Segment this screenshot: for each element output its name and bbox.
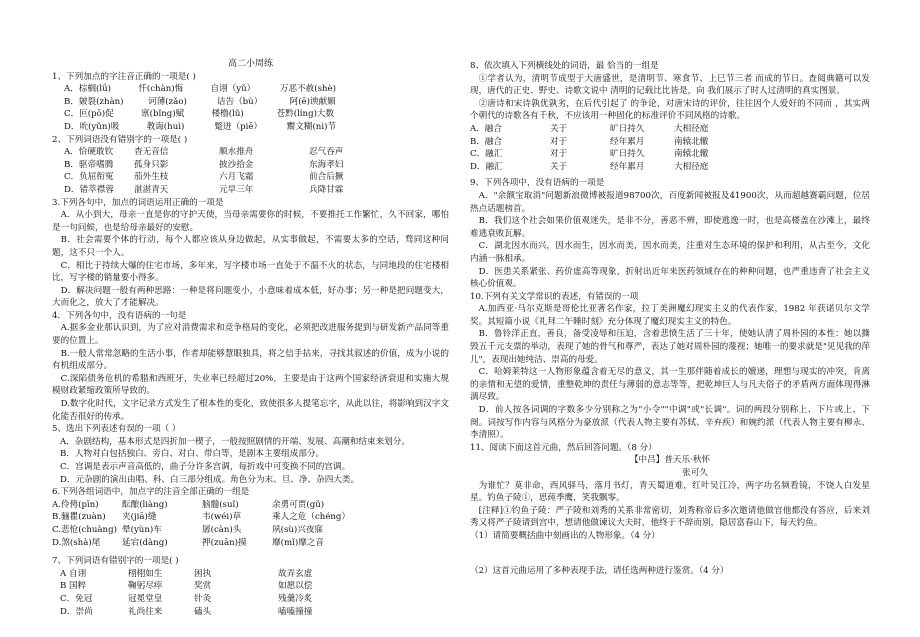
q1-stem: 1、下列加点的字注音正确的一项是( ) [52,71,196,82]
option-cell: C．融汇 [470,149,503,160]
option-cell: 夹(jiā)缝 [122,512,157,523]
option-cell: 披沙拾金 [219,159,254,170]
option-cell: 经年累月 [610,161,645,172]
option-cell: 元旱三年 [219,184,254,195]
q8-passage: ②唐诗和宋诗孰优孰劣，在后代引起了 的争论，对唐宋诗的评价，往往因个人爱好的不同而 ，其实两个朝代的诗歌各有千秋，不应该用一种固化的标准评价不同风格的诗歌。 [470,98,870,122]
q9-option: B．我们这个社会如果价值观迷失，是非不分，善恶不辨，即使逃逸一时，也是高楼盖在沙滩上，最终难逃衰败瓦解。 [470,216,870,239]
option-cell: C．免冠 [60,593,93,604]
q2-stem: 2、下列词语没有错别字的一项是( ) [52,134,188,145]
q3-option: D．解决问题一般有两种思路：一种是将问题变小，小意味着成本低，好办事；另一种是把问题变大，大而化之，放大了才能解决。 [52,285,449,309]
q1-option: C．叵(pō)促 禀(bǐng)赋 楼橹(lǔ) 苍黔(líng)大数 [64,109,335,120]
option-cell: 押(zuān)摸 [202,537,247,548]
option-cell: 湛湛青天 [134,184,169,195]
q9-option: A．"余额宝取消"问题新浪微博被报道98700次，百度新闻被报及41900次，从而超越赛霸问题，位居热点话题榜首。 [470,190,870,214]
q4-option: B.一般人常常忽略的生活小事，作者却能够慧眼独具，将之信手拈来，寻找其叙述的价值，成为小说的有机组成部分。 [52,348,449,372]
option-cell: B 国粹 [60,581,87,592]
q3-option: B．社会需要个体的行动，每个人都应该从身边做起，从实事做起，不需要太多的空话，骛同这种问题，这不只一个人。 [52,235,449,258]
right-column [470,60,870,577]
option-cell: 困执 [194,568,212,579]
q4-option: D.数字化时代，文字记录方式发生了根本性的变化，致使很多人提笔忘字，从此以往，将影响到汉字文化能否很好的传承。 [52,399,449,422]
q5-option: B．人物对白包括独白、旁白、对白、带白等，是剧本主要组成部分。 [60,449,325,460]
q2-option-row [52,171,449,184]
option-cell: 韦(wéi)草 [202,512,242,523]
q4-stem: 4．下列各句中，没有语病的一句是 [52,310,187,321]
option-cell: 延宕(dàng) [122,537,168,548]
q8-option-row [470,123,870,136]
q11-subquestion-1: （1）请简要概括曲中刻画出的人物形象。（4 分） [470,530,660,541]
q2-option-row [52,159,449,172]
option-cell: 对于 [550,149,568,160]
q5-option: A．杂剧结构，基本形式是四折加一楔子，一般按照剧情的开端、发展、高潮和结束来划分。 [60,436,410,447]
option-cell: 杳无音信 [134,147,169,158]
q11-stem: 11、阅读下面这首元曲，然后回答问题。（8 分） [470,442,657,453]
option-cell: 兵降甘霖 [309,184,344,195]
option-cell: 大相径庭 [674,123,709,134]
option-cell: 南辕北辙 [674,136,709,147]
q2-option-row [52,146,449,159]
option-cell: D.煞(shà)尾 [52,537,101,548]
poem-author: 张可久 [682,468,708,478]
option-cell: 对于 [550,136,568,147]
poem-title: 【中吕】普天乐·秋怀 [629,455,711,466]
q1-option: D．吮(yǔn)吸 教诲(huì) 蹩迸（piē） 鬻文糊(nì)节 [64,121,337,132]
option-cell: D．融汇 [470,161,503,172]
option-cell: A．融合 [470,123,502,134]
option-cell: B．融合 [470,136,503,147]
poem-note: [注释]①钓鱼子陵：严子陵和刘秀的关系非常密切，刘秀称帝后多次邀请他做官他都没有答应，后来刘秀又将严子陵请到宫中，想请他做谏议大夫时，他终于不辞而别，隐居富春山下，每天钓鱼。 [470,505,870,529]
option-cell: 如愿以偿 [278,581,313,592]
option-cell: 冠冕堂皇 [128,593,163,604]
option-cell: 残羹冷炙 [278,593,313,604]
option-cell: 脑髓(suǐ) [202,499,239,510]
option-cell: D．错萃襟蓉 [64,184,114,195]
option-cell: 南辕北辙 [674,149,709,160]
option-cell: 东海孝妇 [309,159,344,170]
option-cell: 茄外生枝 [134,172,169,183]
option-cell: 余勇可贾(gǔ) [272,499,325,510]
option-cell: C.悲怆(chuàng) [52,524,117,535]
option-cell: 关于 [550,123,568,134]
option-cell: A.伶俜(pīn) [52,499,99,510]
q7-option-row [52,606,449,619]
option-cell: 故弄玄虚 [278,568,313,579]
option-cell: A．恰硬敢钦 [64,147,114,158]
q8-passage: ①学者认为，清明节成型于大唐盛世，是清明节、寒食节、上巳节三者 而成的节日。查阅典籍可以发现，唐代的正史、野史、诗歌文说中 清明的记载比比皆是，向 我们展示了时人过清明的真实图景。 [470,73,870,97]
poem-text: 为谁忙？莫非命，西风驿马，落月书灯，青天蜀道难，红叶吴江冷，两字功名频看镜，不饶人白发星星。钓鱼子陵①，思莼季鹰，笑我飘零。 [470,480,870,504]
option-cell: 旷日持久 [610,123,645,134]
q5-stem: 5、选出下列表述有误的一项（ ） [52,424,181,435]
q3-stem: 3.下列各句中，加点的词语运用正确的一项是 [52,197,224,208]
option-cell: A 自诩 [60,568,87,579]
answer-space [470,543,870,565]
option-cell: 晕(yùn)车 [122,524,162,535]
q11-subquestion-2: （2）这首元曲运用了多种表现手法，请任选两种进行鉴赏。（4 分） [470,565,729,576]
option-cell: B．驱帝嗜腾 [64,159,114,170]
q9-stem: 9、下列各项中，没有语病的一项是 [470,178,605,189]
option-cell: 礼尚往来 [128,606,163,617]
option-cell: 关于 [550,161,568,172]
q7-option-row [52,580,449,593]
option-cell: 孱(càn)头 [202,524,242,535]
q6-option-row [52,511,449,524]
q4-option: A.据多金业那认识到，为了应对消费需求和竞争格局的变化，必须把改进服务提到与研发新产品同等重要的位置上。 [52,323,449,347]
option-cell: D．崇尚 [60,606,93,617]
q4-option: C.深陷债务危机的希腊和西班牙，失业率已经超过20%，主要是由于这两个国家经济衰退和实施大规模财政紧缩政策所导致的。 [52,373,449,397]
q10-option: D．前人按各词调的字数多少分别称之为"小令""中调"或"长调"。词的两段分别称上、下片或上、下阕。词按写作内容与风格分为豪放派（代表人物主要有苏轼、辛弃疾）和婉约派（代表人物主要有柳永、李清照）。 [470,405,870,441]
q6-option-row [52,524,449,537]
option-cell: 嗑嗑撞撞 [278,606,313,617]
q2-option-row [52,184,449,197]
q10-option: A.加西亚·马尔克斯是哥伦比亚著名作家，拉丁美洲魔幻现实主义的代表作家，1982 年获诺贝尔文学奖。其短篇小说《礼拜二午睡时刻》充分体现了魔幻现实主义的特色。 [470,304,870,327]
q7-stem: 7、下列词语有错别字的一项是( ) [52,556,179,567]
option-cell: 乘人之危（chéng） [272,512,351,523]
q3-option: A．从小到大，母亲一直是你的守护天使，当母亲需要你的时候，不要推托工作繁忙，久不回家，哪怕是一句问候，也是给母亲最好的安慰。 [52,210,449,233]
page-title: 高二小周练 [227,59,273,69]
option-cell: 夙(sù)兴夜寐 [272,524,324,535]
q10-option: C．哈姆莱特这一人物形象蕴含着无尽的意义，其一生那伴随着成长的嬗递，理想与现实的冲突，肯离的亲情和无望的爱情，重整乾坤的责任与薄弱的意志等等，把乾坤巨人与凡夫俗子的矛盾两方面体现得淋漓尽致。 [470,367,870,403]
option-cell: 大相径庭 [674,161,709,172]
option-cell: 六月飞霜 [219,172,254,183]
q8-option-row [470,148,870,161]
q10-option: B．鲁铃洋正直，善良，备受凌辱和压迫，含着悲愤生活了三十年，使她认清了周朴园的本性：她以撕毁五千元支票的举动，表现了她的骨气和尊严，表达了她对周朴园的蔑视；她唯一的要求就是"见见我的萍儿"，表现出她纯洁、崇高的母爱。 [470,329,870,365]
q5-option: D．元杂剧的演出由唱、科、白三部分组成。角色分为末、旦、净、杂四大类。 [60,474,360,485]
option-cell: C．负屈衔冤 [64,172,114,183]
option-cell: 前合后撅 [309,172,344,183]
q9-option: C．湖北因水而兴，因水而生，因水而美，因水而美，注重对生态环境的保护和利用，从古至今，文化内涵一脉相承。 [470,241,870,264]
q8-option-row [470,136,870,149]
option-cell: 奖赏 [194,581,212,592]
option-cell: 针灸 [194,593,212,604]
q6-stem: 6.下列各组词语中，加点字的注音全部正确的一组是 [52,487,250,498]
option-cell: 顺水推舟 [219,147,254,158]
option-cell: 旷日持久 [610,149,645,160]
q5-option: C．宫调是表示声音高低的，曲子分许多宫调，每折戏中可变换不同的宫调。 [60,462,351,472]
q7-option-row [52,593,449,606]
q3-option: C．相比于持续大爆的住宅市场，多年来，写字楼市场一直处于不温不火的状态，与同地段的住宅楼相比，写字楼的销量要小得多。 [52,260,449,284]
option-cell: 忍气吞声 [309,147,344,158]
option-cell: 酝酿(liàng) [122,499,168,510]
left-column [52,58,449,618]
q7-option-row [52,568,449,581]
option-cell: 孤身只影 [134,159,169,170]
q8-option-row [470,161,870,174]
q8-stem: 8、依次填入下列横线处的词语，最 恰当的一组是 [470,61,659,71]
option-cell: 靡(mǐ)靡之音 [272,537,324,548]
q1-option: B．皴裂(zhàn) 诃薄(zǎo) 诘告（bù） 阿(ē)谀献媚 [64,96,336,107]
option-cell: B.骊瞿(zuàn) [52,512,106,523]
q9-option: D．医患关系紧张、药价虚高等现象，折射出近年来医药领域存在的种种问题，也严重违背了社会主义核心价值观。 [470,266,870,290]
q6-option-row [52,537,449,550]
q1-option: A．棕榈(lǘ) 忏(chàn)悔 自诩（yǔ） 万恶不赦(shè) [64,84,336,95]
option-cell: 栩栩如生 [128,568,163,579]
q6-option-row [52,499,449,512]
option-cell: 磕头 [194,606,212,617]
option-cell: 经年累月 [610,136,645,147]
option-cell: 鞠躬尽瘁 [128,581,163,592]
q10-stem: 10.下列有关文学常识的表述，有错误的一项 [470,291,639,302]
